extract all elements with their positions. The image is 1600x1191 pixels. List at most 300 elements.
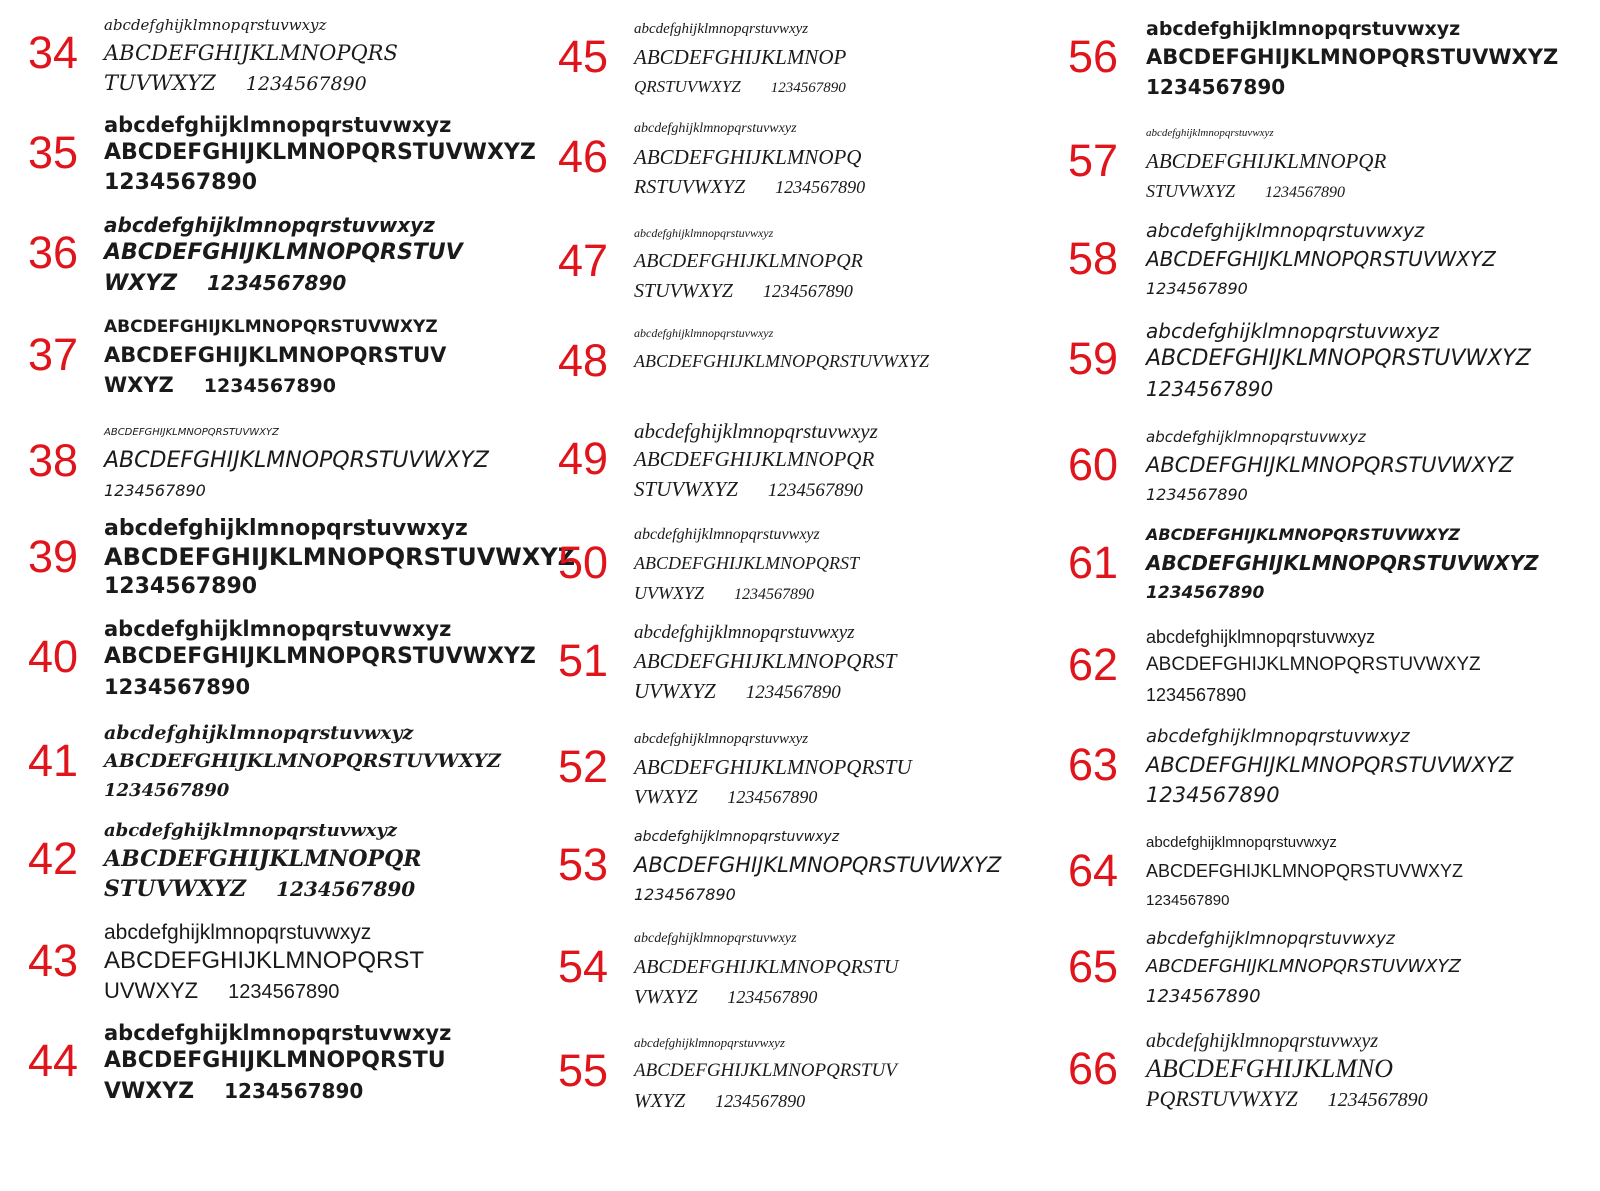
font-sample-text xyxy=(1146,218,1496,304)
sample-line-text: ABCDEFGHIJKLMNOPQRSTUVWXYZ xyxy=(1146,861,1464,881)
sample-line-lowercase xyxy=(104,516,575,542)
font-number: 54 xyxy=(558,941,609,992)
font-sample-40 xyxy=(0,612,540,712)
sample-line-text: ABCDEFGHIJKLMNOPQRSTUV xyxy=(104,240,463,265)
font-sample-text xyxy=(1146,624,1481,710)
font-number: 34 xyxy=(28,27,79,78)
sample-line-text: 1234567890 xyxy=(104,170,258,195)
sample-digits: 1234567890 xyxy=(775,177,866,197)
font-sample-46 xyxy=(540,112,1040,212)
sample-line-lowercase xyxy=(1146,1028,1428,1054)
sample-line-uppercase xyxy=(634,346,929,376)
sample-line-lowercase xyxy=(104,818,422,844)
font-number: 50 xyxy=(558,537,609,588)
sample-line-text: abcdefghijklmnopqrstuvwxyz xyxy=(104,213,435,237)
sample-line-uppercase xyxy=(634,42,846,72)
empty-line xyxy=(634,376,929,382)
sample-digits: 1234567890 xyxy=(727,987,818,1007)
sample-line-uppercase xyxy=(1146,374,1531,404)
sample-line-text: 1234567890 xyxy=(104,675,251,699)
sample-line-text: abcdefghijklmnopqrstuvwxyz xyxy=(1146,726,1410,747)
sample-line-text: QRSTUVWXYZ xyxy=(634,77,741,96)
sample-line-lowercase xyxy=(1146,724,1513,750)
font-sample-57 xyxy=(1040,116,1600,216)
sample-line-uppercase xyxy=(634,1056,897,1086)
font-number: 40 xyxy=(28,631,79,682)
font-sample-39 xyxy=(0,512,576,612)
font-sample-text xyxy=(634,620,896,708)
font-sample-text xyxy=(1146,830,1463,916)
sample-line-text: abcdefghijklmnopqrstuvwxyz xyxy=(634,829,840,845)
font-sample-text xyxy=(1146,424,1513,510)
sample-line-text: 1234567890 xyxy=(1146,986,1261,1007)
sample-line-uppercase xyxy=(1146,72,1558,102)
sample-line-text: RSTUVWXYZ xyxy=(634,176,746,198)
sample-line-uppercase xyxy=(104,238,463,268)
sample-line-text: ABCDEFGHIJKLMNOPQRSTUVWXYZ xyxy=(1146,453,1514,477)
sample-line-lowercase xyxy=(634,522,859,548)
font-number: 46 xyxy=(558,131,609,182)
sample-line-text: STUVWXYZ xyxy=(634,280,733,302)
sample-line-text: ABCDEFGHIJKLMNOPQRSTUVWXYZ xyxy=(1146,346,1531,371)
sample-line-text: abcdefghijklmnopqrstuvwxyz xyxy=(634,731,809,747)
font-sample-text xyxy=(634,320,929,382)
sample-line-uppercase xyxy=(104,38,398,68)
sample-line-lowercase xyxy=(1146,522,1539,548)
font-number: 58 xyxy=(1068,233,1119,284)
sample-line-text: abcdefghijklmnopqrstuvwxyz xyxy=(634,622,855,643)
sample-digits: 1234567890 xyxy=(228,981,340,1003)
font-sample-text xyxy=(104,720,501,806)
sample-line-text: 1234567890 xyxy=(1146,75,1286,99)
font-sample-text xyxy=(1146,318,1531,404)
sample-line-text: ABCDEFGHIJKLMNOPQRSTUVWXYZ xyxy=(104,543,576,571)
sample-line-text: abcdefghijklmnopqrstuvwxyz xyxy=(1146,319,1439,343)
sample-line-text: ABCDEFGHIJKLMNOPQRSTUVWXYZ xyxy=(104,448,489,473)
sample-digits: 1234567890 xyxy=(727,787,818,807)
sample-digits: 1234567890 xyxy=(245,73,367,95)
sample-line-text: 1234567890 xyxy=(104,574,258,599)
sample-line-lowercase xyxy=(634,418,878,444)
font-sample-text xyxy=(1146,120,1386,208)
sample-line-text: ABCDEFGHIJKLMNOPQR xyxy=(104,846,422,872)
sample-line-text: ABCDEFGHIJKLMNOPQRSTUVWXYZ xyxy=(634,853,1002,877)
sample-line-uppercase xyxy=(1146,578,1539,608)
font-sample-66 xyxy=(1040,1024,1600,1124)
font-sample-text xyxy=(634,220,863,306)
sample-line-uppercase xyxy=(104,946,424,976)
sample-line-uppercase xyxy=(104,476,489,506)
sample-line-text: WXYZ xyxy=(634,1090,686,1112)
sample-line-text: ABCDEFGHIJKLMNOPQRSTUVWXYZ xyxy=(1146,247,1496,271)
sample-line-text: TUVWXYZ xyxy=(104,71,216,95)
font-number: 38 xyxy=(28,435,79,486)
sample-line-text: ABCDEFGHIJKLMNOPQRSTUVWXYZ xyxy=(104,750,501,772)
sample-line-text: PQRSTUVWXYZ xyxy=(1146,1086,1298,1111)
font-number: 44 xyxy=(28,1035,79,1086)
sample-digits: 1234567890 xyxy=(224,1079,364,1103)
sample-line-text: 1234567890 xyxy=(1146,485,1248,504)
sample-line-uppercase xyxy=(1146,856,1463,886)
font-sample-text xyxy=(634,116,865,202)
font-number: 47 xyxy=(558,235,609,286)
sample-line-text: abcdefghijklmnopqrstuvwxyz xyxy=(1146,1030,1379,1052)
font-sample-42 xyxy=(0,814,540,914)
font-sample-52 xyxy=(540,722,1040,822)
sample-line-lowercase xyxy=(1146,624,1481,650)
sample-line-uppercase xyxy=(1146,750,1513,780)
sample-line-uppercase xyxy=(1146,780,1513,810)
font-number: 42 xyxy=(28,833,79,884)
sample-line-uppercase xyxy=(1146,450,1513,480)
font-number: 37 xyxy=(28,329,79,380)
font-sample-34 xyxy=(0,8,540,108)
sample-line-text: STUVWXYZ xyxy=(1146,181,1236,201)
font-number: 59 xyxy=(1068,333,1119,384)
font-sample-54 xyxy=(540,922,1040,1022)
sample-line-uppercase xyxy=(1146,680,1481,710)
sample-digits: 1234567890 xyxy=(762,281,853,301)
sample-line-uppercase xyxy=(1146,548,1539,578)
font-sample-36 xyxy=(0,208,540,308)
sample-line-text: ABCDEFGHIJKLMNOPQRST xyxy=(104,947,425,974)
sample-line-uppercase xyxy=(1146,1054,1428,1084)
sample-digits: 1234567890 xyxy=(1327,1089,1428,1111)
sample-line-lowercase xyxy=(1146,120,1386,146)
sample-line-lowercase xyxy=(634,116,865,142)
sample-line-text: WXYZ xyxy=(104,373,174,397)
sample-line-text: abcdefghijklmnopqrstuvwxyz xyxy=(634,326,774,340)
sample-line-text: abcdefghijklmnopqrstuvwxyz xyxy=(634,419,878,443)
font-number: 36 xyxy=(28,227,79,278)
sample-line-uppercase xyxy=(104,542,575,572)
sample-line-uppercase xyxy=(634,850,1001,880)
sample-line-lowercase xyxy=(104,112,536,138)
sample-line-uppercase xyxy=(104,844,422,874)
sample-line-lowercase xyxy=(1146,318,1531,344)
sample-line-uppercase xyxy=(104,1046,451,1076)
sample-line-text: ABCDEFGHIJKLMNOPQRSTUVWXYZ xyxy=(1146,45,1559,69)
sample-line-text: 1234567890 xyxy=(1146,685,1247,705)
sample-line-text: abcdefghijklmnopqrstuvwxyz xyxy=(634,21,809,37)
sample-line-text: 1234567890 xyxy=(104,481,206,500)
sample-line-uppercase xyxy=(104,672,536,702)
sample-line-uppercase xyxy=(634,474,878,506)
sample-line-text: ABCDEFGHIJKLMNOPQRST xyxy=(634,649,897,673)
sample-line-uppercase xyxy=(634,276,863,306)
sample-line-lowercase xyxy=(104,314,446,340)
sample-line-text: abcdefghijklmnopqrstuvwxyz xyxy=(104,113,452,137)
sample-line-uppercase xyxy=(1146,244,1496,274)
sample-line-uppercase xyxy=(634,578,859,610)
sample-line-text: ABCDEFGHIJKLMNOPQRSTU xyxy=(104,1048,446,1073)
sample-line-uppercase xyxy=(634,676,896,708)
sample-line-text: ABCDEFGHIJKLMNOPQRSTUVWXYZ xyxy=(1146,753,1514,777)
font-sample-text xyxy=(104,420,489,506)
font-number: 41 xyxy=(28,735,79,786)
sample-line-lowercase xyxy=(634,726,912,752)
font-sample-64 xyxy=(1040,826,1600,926)
sample-line-lowercase xyxy=(634,320,929,346)
sample-digits: 1234567890 xyxy=(207,271,347,295)
sample-line-lowercase xyxy=(1146,830,1463,856)
sample-digits: 1234567890 xyxy=(276,877,416,901)
font-number: 63 xyxy=(1068,739,1119,790)
font-number: 43 xyxy=(28,935,79,986)
font-sample-41 xyxy=(0,716,540,816)
sample-line-uppercase xyxy=(104,776,501,806)
sample-line-text: ABCDEFGHIJKLMNOPQRSTUVWXYZ xyxy=(104,317,438,337)
sample-line-uppercase xyxy=(1146,42,1558,72)
sample-line-text: ABCDEFGHIJKLMNOPQRSTUVWXYZ xyxy=(634,351,929,371)
sample-line-text: 1234567890 xyxy=(1146,377,1274,401)
sample-line-text: ABCDEFGHIJKLMNOPQRSTUVWXYZ xyxy=(104,140,536,165)
font-sample-53 xyxy=(540,820,1040,920)
sample-line-uppercase xyxy=(1146,146,1386,176)
sample-line-text: ABCDEFGHIJKLMNOPQR xyxy=(634,447,875,471)
font-sample-text xyxy=(1146,1028,1428,1115)
sample-line-uppercase xyxy=(104,746,501,776)
sample-line-text: abcdefghijklmnopqrstuvwxyz xyxy=(104,921,372,944)
font-sample-60 xyxy=(1040,420,1600,520)
sample-line-text: abcdefghijklmnopqrstuvwxyz xyxy=(634,526,820,543)
sample-line-text: 1234567890 xyxy=(1146,783,1280,807)
font-number: 62 xyxy=(1068,639,1119,690)
sample-line-text: 1234567890 xyxy=(1146,892,1230,909)
font-sample-50 xyxy=(540,518,1040,618)
sample-line-uppercase xyxy=(634,646,896,676)
font-sample-text xyxy=(104,920,424,1007)
sample-line-text: abcdefghijklmnopqrstuvwxyz xyxy=(1146,834,1337,851)
font-sample-65 xyxy=(1040,922,1600,1022)
sample-line-uppercase xyxy=(1146,1084,1428,1115)
sample-line-text: STUVWXYZ xyxy=(104,876,247,902)
font-sample-text xyxy=(634,16,846,103)
font-number: 52 xyxy=(558,741,609,792)
sample-line-text: 1234567890 xyxy=(104,780,230,801)
sample-line-uppercase xyxy=(104,446,489,476)
sample-line-uppercase xyxy=(104,874,422,904)
sample-line-uppercase xyxy=(1146,886,1463,916)
sample-line-uppercase xyxy=(634,548,859,578)
sample-line-uppercase xyxy=(104,976,424,1007)
font-sample-text xyxy=(1146,522,1539,608)
font-sample-59 xyxy=(1040,314,1600,414)
font-sample-56 xyxy=(1040,12,1600,112)
sample-digits: 1234567890 xyxy=(1265,184,1346,201)
font-sample-text xyxy=(104,818,422,904)
sample-line-lowercase xyxy=(1146,16,1558,42)
sample-line-text: ABCDEFGHIJKLMNOPQRSTUVWXYZ xyxy=(1146,654,1481,675)
font-sample-text xyxy=(634,418,878,506)
font-sample-text xyxy=(104,1020,451,1107)
sample-line-text: ABCDEFGHIJKLMNOPQR xyxy=(634,250,863,272)
font-number: 65 xyxy=(1068,941,1119,992)
font-sample-text xyxy=(634,522,859,610)
sample-line-text: ABCDEFGHIJKLMNOPQRSTUVWXYZ xyxy=(104,644,536,669)
sample-digits: 1234567890 xyxy=(770,80,846,96)
sample-line-uppercase xyxy=(1146,480,1513,510)
sample-line-text: ABCDEFGHIJKLMNOPQRSTUVWXYZ xyxy=(104,427,279,438)
font-sample-37 xyxy=(0,310,540,410)
sample-line-uppercase xyxy=(104,340,446,370)
font-number: 39 xyxy=(28,531,79,582)
font-sample-47 xyxy=(540,216,1040,316)
font-sample-text xyxy=(634,926,898,1012)
font-sample-62 xyxy=(1040,620,1600,720)
sample-digits: 1234567890 xyxy=(203,375,336,397)
sample-line-text: VWXYZ xyxy=(634,786,698,808)
font-number: 60 xyxy=(1068,439,1119,490)
sample-line-text: 1234567890 xyxy=(1146,583,1265,603)
sample-line-text: UVWXYZ xyxy=(104,978,199,1003)
sample-digits: 1234567890 xyxy=(745,682,841,703)
font-sample-text xyxy=(104,212,463,299)
sample-line-text: ABCDEFGHIJKLMNO xyxy=(1146,1054,1393,1083)
sample-line-text: ABCDEFGHIJKLMNOPQRSTUVWXYZ xyxy=(1146,551,1539,575)
sample-line-text: UVWXYZ xyxy=(634,583,705,603)
sample-line-uppercase xyxy=(634,952,898,982)
font-sample-text xyxy=(104,112,536,198)
sample-line-uppercase xyxy=(104,168,536,198)
sample-line-text: abcdefghijklmnopqrstuvwxyz xyxy=(1146,929,1395,949)
font-number: 53 xyxy=(558,839,609,890)
font-number: 66 xyxy=(1068,1043,1119,1094)
font-sample-63 xyxy=(1040,720,1600,820)
sample-line-uppercase xyxy=(1146,274,1496,304)
font-number: 51 xyxy=(558,635,609,686)
sample-line-uppercase xyxy=(1146,650,1481,680)
sample-line-text: VWXYZ xyxy=(104,1079,195,1104)
sample-line-uppercase xyxy=(634,752,912,782)
font-sample-text xyxy=(634,1030,897,1116)
sample-line-lowercase xyxy=(634,620,896,646)
sample-line-lowercase xyxy=(104,1020,451,1046)
sample-line-lowercase xyxy=(634,220,863,246)
sample-line-uppercase xyxy=(634,72,846,103)
sample-line-uppercase xyxy=(634,1086,897,1116)
sample-line-text: abcdefghijklmnopqrstuvwxyz xyxy=(1146,627,1376,647)
sample-line-text: abcdefghijklmnopqrstuvwxyz xyxy=(1146,220,1425,242)
font-sample-text xyxy=(1146,724,1513,810)
sample-line-text: 1234567890 xyxy=(634,885,736,904)
sample-line-lowercase xyxy=(634,1030,897,1056)
sample-line-uppercase xyxy=(634,982,898,1012)
sample-line-text: ABCDEFGHIJKLMNOPQ xyxy=(634,145,862,169)
sample-line-lowercase xyxy=(104,616,536,642)
sample-line-uppercase xyxy=(104,642,536,672)
sample-line-lowercase xyxy=(1146,424,1513,450)
sample-line-text: abcdefghijklmnopqrstuvwxyz xyxy=(1146,428,1366,446)
sample-line-text: abcdefghijklmnopqrstuvwxyz xyxy=(1146,18,1461,40)
font-number: 61 xyxy=(1068,537,1119,588)
sample-line-text: abcdefghijklmnopqrstuvwxyz xyxy=(634,931,797,946)
sample-line-text: VWXYZ xyxy=(634,986,698,1008)
font-number: 56 xyxy=(1068,31,1119,82)
font-sample-text xyxy=(1146,926,1461,1012)
sample-digits: 1234567890 xyxy=(767,480,863,501)
font-number: 35 xyxy=(28,127,79,178)
sample-line-text: abcdefghijklmnopqrstuvwxyz xyxy=(634,121,797,136)
sample-line-text: abcdefghijklmnopqrstuvwxyz xyxy=(104,722,414,744)
sample-line-lowercase xyxy=(634,16,846,42)
sample-line-uppercase xyxy=(1146,952,1461,982)
sample-line-uppercase xyxy=(634,782,912,812)
sample-line-text: ABCDEFGHIJKLMNOPQRST xyxy=(634,553,859,573)
sample-line-text: ABCDEFGHIJKLMNOPQRSTU xyxy=(634,956,899,978)
sample-line-lowercase xyxy=(104,920,424,946)
font-sample-43 xyxy=(0,916,540,1016)
sample-line-lowercase xyxy=(1146,926,1461,952)
font-number: 49 xyxy=(558,433,609,484)
font-sample-44 xyxy=(0,1016,540,1116)
font-sample-text xyxy=(634,726,912,812)
sample-line-uppercase xyxy=(634,444,878,474)
sample-line-uppercase xyxy=(104,138,536,168)
font-number: 45 xyxy=(558,31,609,82)
sample-line-uppercase xyxy=(634,172,865,202)
sample-line-text: 1234567890 xyxy=(1146,279,1248,298)
sample-line-text: abcdefghijklmnopqrstuvwxyz xyxy=(104,16,327,34)
font-number: 55 xyxy=(558,1045,609,1096)
sample-line-text: WXYZ xyxy=(104,271,178,296)
sample-line-text: UVWXYZ xyxy=(634,679,716,703)
sample-line-uppercase xyxy=(104,68,398,99)
font-sample-text xyxy=(104,516,575,602)
font-sample-text xyxy=(104,616,536,702)
sample-line-text: abcdefghijklmnopqrstuvwxyz xyxy=(1146,127,1274,139)
sample-line-text: abcdefghijklmnopqrstuvwxyz xyxy=(104,1021,452,1045)
sample-line-uppercase xyxy=(1146,344,1531,374)
font-sample-61 xyxy=(1040,518,1600,618)
sample-line-text: abcdefghijklmnopqrstuvwxyz xyxy=(104,516,468,541)
sample-line-uppercase xyxy=(634,246,863,276)
sample-line-lowercase xyxy=(104,212,463,238)
sample-line-text: abcdefghijklmnopqrstuvwxyz xyxy=(104,617,452,641)
sample-line-text: ABCDEFGHIJKLMNOPQRS xyxy=(104,41,398,65)
font-sample-58 xyxy=(1040,214,1600,314)
font-number: 64 xyxy=(1068,845,1119,896)
sample-line-lowercase xyxy=(1146,218,1496,244)
font-sample-text xyxy=(634,824,1001,910)
sample-line-lowercase xyxy=(634,824,1001,850)
sample-line-uppercase xyxy=(104,268,463,299)
font-sample-38 xyxy=(0,416,540,516)
font-sample-text xyxy=(1146,16,1558,102)
font-number: 57 xyxy=(1068,135,1119,186)
sample-line-text: ABCDEFGHIJKLMNOPQR xyxy=(1146,149,1387,173)
sample-line-uppercase xyxy=(104,572,575,602)
font-sample-48 xyxy=(540,316,1040,416)
font-sample-35 xyxy=(0,108,540,208)
sample-line-text: ABCDEFGHIJKLMNOPQRSTU xyxy=(634,755,912,779)
font-sample-49 xyxy=(540,414,1040,514)
font-sample-51 xyxy=(540,616,1040,716)
sample-digits: 1234567890 xyxy=(715,1091,806,1111)
sample-line-lowercase xyxy=(634,926,898,952)
sample-line-text: STUVWXYZ xyxy=(634,477,738,501)
sample-line-uppercase xyxy=(104,1076,451,1107)
sample-line-lowercase xyxy=(104,12,398,38)
sample-line-uppercase xyxy=(634,880,1001,910)
sample-line-uppercase xyxy=(104,370,446,401)
sample-line-text: ABCDEFGHIJKLMNOP xyxy=(634,45,847,69)
sample-line-text: ABCDEFGHIJKLMNOPQRSTUVWXYZ xyxy=(1146,525,1461,544)
sample-line-text: ABCDEFGHIJKLMNOPQRSTUV xyxy=(104,343,447,367)
sample-line-text: ABCDEFGHIJKLMNOPQRSTUVWXYZ xyxy=(1146,956,1461,977)
sample-digits: 1234567890 xyxy=(734,586,815,603)
sample-line-lowercase xyxy=(104,420,489,446)
